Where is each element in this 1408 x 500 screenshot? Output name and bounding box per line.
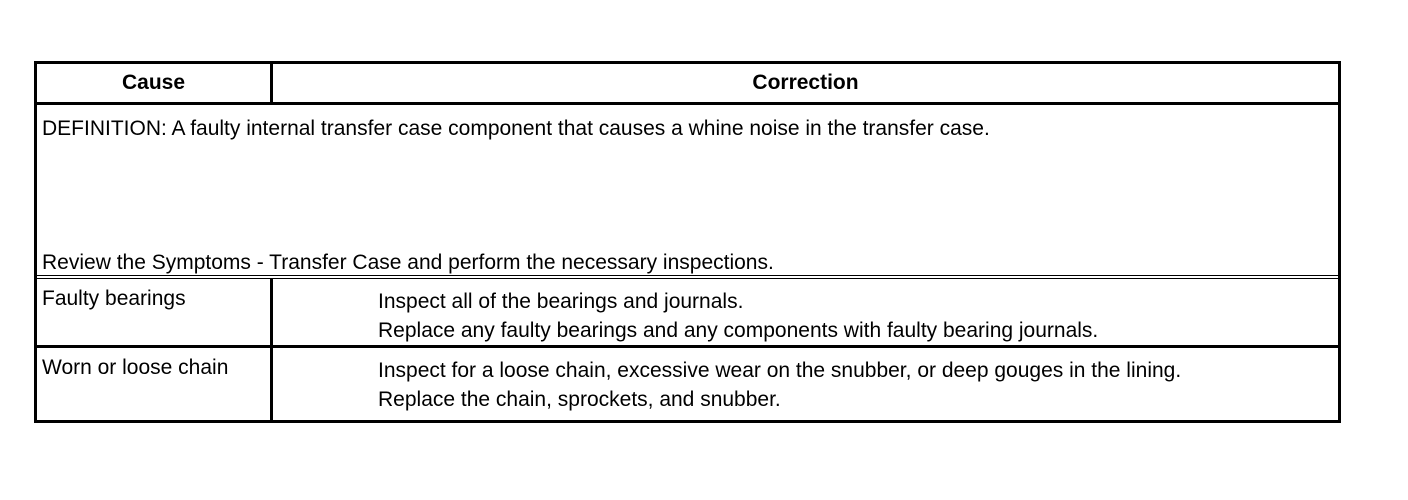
header-cause: Cause	[121, 71, 186, 94]
table-row	[37, 348, 1338, 420]
review-symptoms-text: Review the Symptoms - Transfer Case and perform the necessary inspections.	[42, 251, 774, 274]
cause-cell: Faulty bearings	[42, 287, 186, 310]
correction-line: Replace any faulty bearings and any components with faulty bearing journals.	[378, 319, 1099, 342]
header-correction: Correction	[752, 71, 859, 94]
correction-cell	[378, 287, 1098, 345]
correction-line: Replace the chain, sprockets, and snubber.	[378, 388, 781, 411]
cause-cell: Worn or loose chain	[42, 356, 229, 379]
diagnostic-table	[34, 61, 1341, 423]
column-divider	[270, 348, 273, 420]
correction-line: Inspect for a loose chain, excessive wear on the snubber, or deep gouges in the lining.	[378, 359, 1182, 382]
definition-text: DEFINITION: A faulty internal transfer case component that causes a whine noise in the transfer case.	[42, 117, 990, 140]
correction-cell	[378, 356, 1181, 414]
table-row	[37, 279, 1338, 348]
definition-row	[37, 105, 1338, 279]
correction-line: Inspect all of the bearings and journals.	[378, 290, 744, 313]
table-header-row	[37, 64, 1338, 105]
column-divider	[270, 279, 273, 345]
